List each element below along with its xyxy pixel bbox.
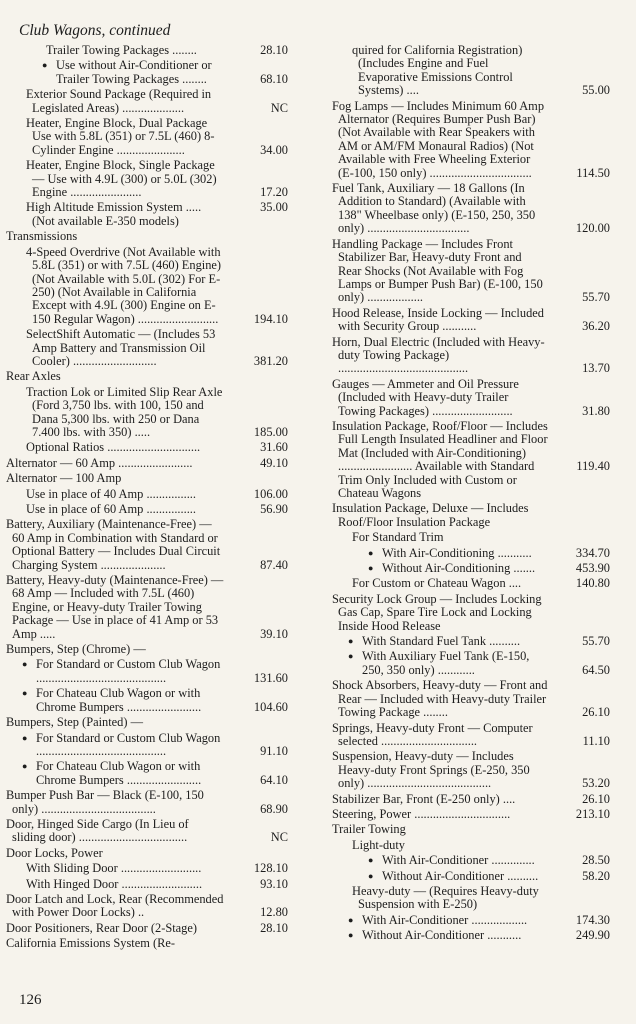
price-list-item <box>332 679 620 719</box>
price-list-item <box>332 808 620 821</box>
item-price: 185.00 <box>253 424 288 439</box>
item-price: 34.00 <box>260 142 288 157</box>
item-description: Trailer Towing <box>332 822 406 837</box>
item-description: 4-Speed Overdrive (Not Available with 5.8L (351) or with 7.5L (460) Engine) (Not Available with 5.0L (302) For E-250) (Not Available in California Except with 4.9L (300) Engine on E-150 Regular Wagon) .......................... <box>26 244 222 326</box>
item-price: 131.60 <box>253 670 288 685</box>
item-description: Stabilizer Bar, Front (E-250 only) .... <box>332 791 516 806</box>
price-list-item <box>332 100 620 180</box>
item-description: High Altitude Emission System ..... (Not available E-350 models) <box>26 200 202 228</box>
item-description: Door Latch and Lock, Rear (Recommended with Power Door Locks) .. <box>6 891 224 920</box>
item-description: Insulation Package, Roof/Floor — Includes Full Length Insulated Headliner and Floor Mat (Included with Air-Conditioning) ........................ Available with Standard Trim Only Included with Custom or Chateau Wagons <box>332 418 548 500</box>
item-description: For Custom or Chateau Wagon .... <box>352 576 522 591</box>
price-list-item <box>6 658 296 685</box>
price-list-item <box>332 238 620 305</box>
price-list-item <box>332 870 620 883</box>
item-description: Use in place of 40 Amp ................ <box>26 486 197 501</box>
price-list-item <box>6 937 296 950</box>
price-list-item <box>6 789 296 816</box>
item-price: 28.10 <box>260 43 288 57</box>
price-list-item <box>6 732 296 759</box>
price-list-item <box>6 716 296 729</box>
item-price: NC <box>270 830 288 845</box>
item-description: Fuel Tank, Auxiliary — 18 Gallons (In Addition to Standard) (Available with 138" Wheelbase only) (E-150, 250, 350 only) ................................. <box>332 181 536 236</box>
price-list-item <box>6 818 296 845</box>
item-price: 28.10 <box>260 920 288 935</box>
price-list-item <box>6 201 296 228</box>
item-price: 93.10 <box>260 876 288 891</box>
price-list-item <box>332 593 620 633</box>
item-description: Hood Release, Inside Locking — Included with Security Group ........... <box>332 305 544 334</box>
item-description: California Emissions System (Re- <box>6 936 175 951</box>
price-list-item <box>332 885 620 912</box>
item-description: Bumpers, Step (Chrome) — <box>6 642 146 657</box>
price-list-item <box>332 336 620 376</box>
price-list-item <box>332 650 620 677</box>
item-description: Door Locks, Power <box>6 845 103 860</box>
price-list-item <box>332 502 620 529</box>
item-price: 17.20 <box>260 185 288 200</box>
page-number: 126 <box>19 992 42 1008</box>
item-description: Suspension, Heavy-duty — Includes Heavy-duty Front Springs (E-250, 350 only) ........................................ <box>332 749 530 791</box>
item-description: With Hinged Door .......................... <box>26 876 203 891</box>
price-list-item <box>6 230 296 243</box>
price-list-item <box>6 59 296 86</box>
price-list-item <box>6 893 296 920</box>
item-price: 87.40 <box>260 557 288 572</box>
price-list-item <box>6 862 296 875</box>
item-price: 213.10 <box>575 806 610 821</box>
item-description: ● With Air-Conditioner .................. <box>332 914 620 927</box>
price-list-item <box>332 182 620 236</box>
item-description: For Standard Trim <box>352 530 444 545</box>
price-list-item <box>6 441 296 454</box>
item-description: ● For Chateau Club Wagon or with Chrome Bumpers ........................ <box>6 760 296 787</box>
item-price: 104.60 <box>253 699 288 714</box>
price-list-item <box>332 44 620 98</box>
price-list-item <box>332 562 620 575</box>
price-list-item <box>6 922 296 935</box>
item-price: 49.10 <box>260 455 288 470</box>
item-description: Bumper Push Bar — Black (E-100, 150 only) ..................................... <box>6 788 204 816</box>
item-price: 35.00 <box>260 200 288 215</box>
item-price: 55.70 <box>582 290 610 305</box>
item-description: ● With Auxiliary Fuel Tank (E-150, 250, 350 only) ............ <box>332 650 620 677</box>
item-description: Door Positioners, Rear Door (2-Stage) <box>6 920 197 935</box>
item-price: 194.10 <box>253 311 288 326</box>
item-price: 68.10 <box>260 71 288 86</box>
price-list-item <box>6 503 296 516</box>
item-description: Transmissions <box>6 229 78 244</box>
price-list-item <box>6 687 296 714</box>
item-price: 114.50 <box>576 165 610 180</box>
item-price: 28.50 <box>582 853 610 868</box>
item-price: 36.20 <box>582 319 610 334</box>
item-description: Security Lock Group — Includes Locking Gas Cap, Spare Tire Lock and Locking Inside Hood Release <box>332 591 542 633</box>
item-price: 31.80 <box>582 403 610 418</box>
item-price: 26.10 <box>582 791 610 806</box>
item-description: Alternator — 60 Amp ........................ <box>6 455 193 470</box>
price-list-item <box>332 577 620 590</box>
item-price: 174.30 <box>575 912 610 927</box>
item-description: Horn, Dual Electric (Included with Heavy-duty Towing Package) .......................................... <box>332 334 545 376</box>
item-description: Insulation Package, Deluxe — Includes Roof/Floor Insulation Package <box>332 501 529 529</box>
item-description: Door, Hinged Side Cargo (In Lieu of sliding door) ................................... <box>6 816 189 845</box>
item-price: 128.10 <box>253 861 288 876</box>
price-list-item <box>332 793 620 806</box>
item-description: Springs, Heavy-duty Front — Computer selected ............................... <box>332 720 533 748</box>
item-price: 39.10 <box>260 626 288 641</box>
price-list-item <box>332 929 620 942</box>
item-price: 381.20 <box>253 353 288 368</box>
item-price: 119.40 <box>576 458 610 473</box>
item-description: Gauges — Ammeter and Oil Pressure (Included with Heavy-duty Trailer Towing Packages) .......................... <box>332 376 519 418</box>
price-list-item <box>332 750 620 790</box>
item-description: Exterior Sound Package (Required in Legislated Areas) .................... <box>26 87 212 115</box>
right-column <box>332 44 620 945</box>
item-price: 11.10 <box>582 733 610 748</box>
item-price: 64.50 <box>582 662 610 677</box>
item-price: 91.10 <box>260 743 288 758</box>
price-list-item <box>6 370 296 383</box>
price-list-item <box>6 44 296 57</box>
item-description: With Sliding Door .......................... <box>26 861 202 876</box>
item-description: Optional Ratios .............................. <box>26 440 201 455</box>
price-list-item <box>6 847 296 860</box>
item-price: 58.20 <box>582 868 610 883</box>
price-list-item <box>6 488 296 501</box>
price-list-item <box>332 635 620 648</box>
price-list-item <box>332 914 620 927</box>
price-list-item <box>6 518 296 572</box>
item-description: Bumpers, Step (Painted) — <box>6 715 143 730</box>
item-description: Heater, Engine Block, Single Package — Use with 4.9L (300) or 5.0L (302) Engine ....................... <box>26 158 217 200</box>
price-list-item <box>6 159 296 199</box>
price-list-item <box>6 457 296 470</box>
left-column <box>6 44 296 953</box>
item-price: 31.60 <box>260 440 288 455</box>
item-price: 12.80 <box>260 905 288 920</box>
item-description: Rear Axles <box>6 369 61 384</box>
price-list-item <box>332 722 620 749</box>
price-list-item <box>332 854 620 867</box>
item-description: ● Without Air-Conditioning ....... <box>332 562 620 575</box>
item-price: 56.90 <box>260 502 288 516</box>
item-description: Alternator — 100 Amp <box>6 471 122 486</box>
item-description: ● With Air-Conditioning ........... <box>332 547 620 560</box>
price-list-item <box>6 117 296 157</box>
item-description: quired for California Registration) (Includes Engine and Fuel Evaporative Emissions Control Systems) .... <box>352 43 523 98</box>
item-price: 26.10 <box>582 705 610 720</box>
item-description: Traction Lok or Limited Slip Rear Axle (Ford 3,750 lbs. with 100, 150 and Dana 5,300 lbs. with 250 or Dana 7.400 lbs. with 350) ..... <box>26 384 223 439</box>
item-price: 53.20 <box>582 776 610 791</box>
price-list-item <box>6 88 296 115</box>
item-price: 120.00 <box>575 221 610 236</box>
item-price: 64.10 <box>260 772 288 787</box>
item-description: Handling Package — Includes Front Stabilizer Bar, Heavy-duty Front and Rear Shocks (Not Available with Fog Lamps or Bumper Push Bar) (E-100, 150 only) .................. <box>332 236 543 305</box>
item-description: Battery, Heavy-duty (Maintenance-Free) — 68 Amp — Included with 7.5L (460) Engine, or Heavy-duty Trailer Towing Package — Use in place of 41 Amp or 53 Amp ..... <box>6 573 224 641</box>
item-price: NC <box>270 100 288 115</box>
item-description: ● With Air-Conditioner .............. <box>332 854 620 867</box>
item-description: ● For Chateau Club Wagon or with Chrome Bumpers ........................ <box>6 687 296 714</box>
price-list-item <box>332 378 620 418</box>
item-description: ● For Standard or Custom Club Wagon .......................................... <box>6 658 296 685</box>
item-price: 68.90 <box>260 801 288 816</box>
item-price: 334.70 <box>575 545 610 560</box>
price-list-item <box>332 307 620 334</box>
price-list-item <box>6 760 296 787</box>
item-price: 55.70 <box>582 634 610 649</box>
item-price: 453.90 <box>575 561 610 576</box>
item-description: ● Without Air-Conditioner .......... <box>332 870 620 883</box>
item-price: 140.80 <box>575 576 610 591</box>
price-list-item <box>332 823 620 836</box>
price-list-item <box>6 878 296 891</box>
item-price: 55.00 <box>582 83 610 98</box>
item-description: Battery, Auxiliary (Maintenance-Free) — 60 Amp in Combination with Standard or Optional Battery — Includes Dual Circuit Charging System ..................... <box>6 517 221 572</box>
price-list-item <box>332 839 620 852</box>
item-price: 13.70 <box>582 361 610 376</box>
price-list-item <box>6 574 296 641</box>
item-description: Use in place of 60 Amp ................ <box>26 502 197 516</box>
price-list-item <box>6 328 296 368</box>
price-list-item <box>6 472 296 485</box>
item-description: Fog Lamps — Includes Minimum 60 Amp Alternator (Requires Bumper Push Bar) (Not Available with Rear Speakers with AM or AM/FM Monaural Radios) (Not Available with Free Wheeling Exterior (E-100, 150 only) ................................. <box>332 98 545 180</box>
price-list-item <box>332 531 620 544</box>
item-price: 249.90 <box>575 928 610 943</box>
item-description: ● For Standard or Custom Club Wagon .......................................... <box>6 732 296 759</box>
item-description: SelectShift Automatic — (Includes 53 Amp Battery and Transmission Oil Cooler) ........................... <box>26 327 216 368</box>
price-list-item <box>332 547 620 560</box>
item-description: Steering, Power ............................... <box>332 806 511 821</box>
price-list-item <box>6 246 296 326</box>
item-price: 106.00 <box>253 486 288 501</box>
item-description: Heavy-duty — (Requires Heavy-duty Suspension with E-250) <box>352 883 539 912</box>
item-description: ● Without Air-Conditioner ........... <box>332 929 620 942</box>
price-list-item <box>6 643 296 656</box>
item-description: ● Use without Air-Conditioner or Trailer Towing Packages ........ <box>6 59 296 86</box>
page-header: Club Wagons, continued <box>19 22 171 39</box>
item-description: Light-duty <box>352 837 405 852</box>
item-description: Shock Absorbers, Heavy-duty — Front and Rear — Included with Heavy-duty Trailer Towing Package ........ <box>332 678 548 720</box>
item-description: ● With Standard Fuel Tank .......... <box>332 635 620 648</box>
price-list-item <box>6 386 296 440</box>
item-description: Heater, Engine Block, Dual Package Use with 5.8L (351) or 7.5L (460) 8-Cylinder Engine ...................... <box>26 116 215 157</box>
item-description: Trailer Towing Packages ........ <box>46 43 197 57</box>
price-list-item <box>332 420 620 500</box>
